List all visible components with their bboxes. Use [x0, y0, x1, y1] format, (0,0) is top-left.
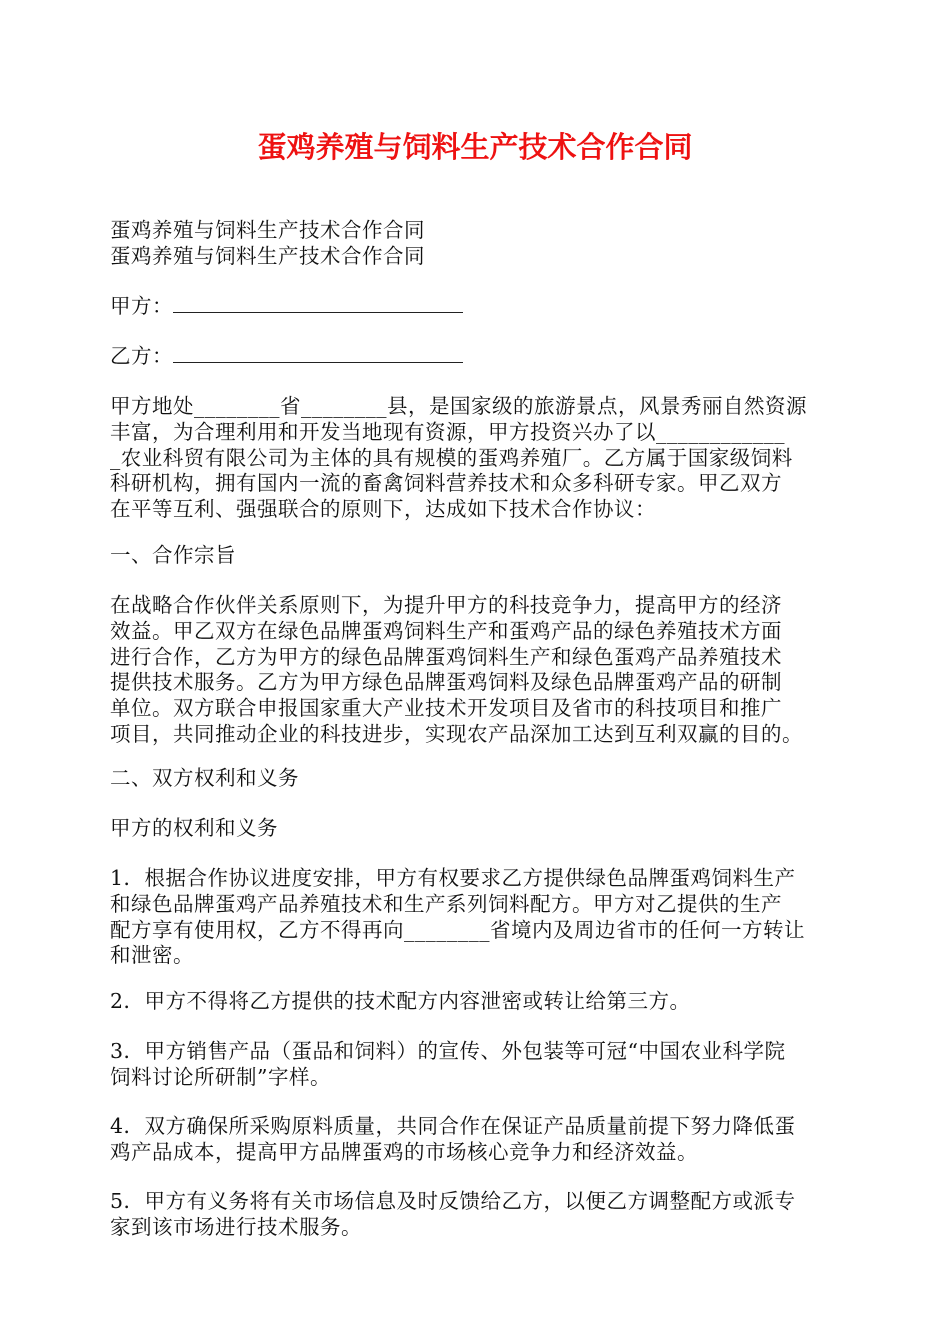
paragraph-line: 5．甲方有义务将有关市场信息及时反馈给乙方，以便乙方调整配方或派专 — [110, 1189, 796, 1213]
paragraph-line: _农业科贸有限公司为主体的具有规模的蛋鸡养殖厂。乙方属于国家级饲料 — [110, 445, 793, 470]
section-heading: 一、合作宗旨 — [110, 543, 236, 567]
intro-paragraph — [110, 394, 842, 523]
section-heading: 二、双方权利和义务 — [110, 766, 299, 790]
paragraph-line: 3．甲方销售产品（蛋品和饲料）的宣传、外包装等可冠“中国农业科学院 — [110, 1039, 786, 1063]
party-a-blank — [173, 294, 463, 313]
paragraph-line: 家到该市场进行技术服务。 — [110, 1214, 362, 1239]
paragraph-line: 和泄密。 — [110, 943, 194, 968]
paragraph-line: 项目，共同推动企业的科技进步，实现农产品深加工达到互利双赢的目的。 — [110, 721, 803, 746]
clause-item-4 — [110, 1114, 842, 1166]
party-a-label: 甲方： — [110, 294, 173, 318]
paragraph-line: 2．甲方不得将乙方提供的技术配方内容泄密或转让给第三方。 — [110, 989, 691, 1013]
party-b-line — [110, 344, 842, 370]
party-a-line — [110, 294, 842, 320]
party-b-blank — [173, 344, 463, 363]
party-b-label: 乙方： — [110, 344, 173, 368]
section1-paragraph — [110, 593, 842, 748]
paragraph-line: 1．根据合作协议进度安排，甲方有权要求乙方提供绿色品牌蛋鸡饲料生产 — [110, 866, 796, 890]
paragraph-line: 甲方地处________省________县，是国家级的旅游景点，风景秀丽自然资源 — [110, 394, 807, 418]
clause-item-1 — [110, 866, 842, 969]
document-title: 蛋鸡养殖与饲料生产技术合作合同 — [257, 130, 693, 164]
clause-item-5 — [110, 1189, 842, 1241]
paragraph-line: 配方享有使用权，乙方不得再向________省境内及周边省市的任何一方转让 — [110, 917, 805, 942]
paragraph-line: 4．双方确保所采购原料质量，共同合作在保证产品质量前提下努力降低蛋 — [110, 1114, 796, 1138]
subtitle-line: 蛋鸡养殖与饲料生产技术合作合同 — [110, 243, 425, 268]
subsection-heading: 甲方的权利和义务 — [110, 816, 278, 840]
paragraph-line: 鸡产品成本，提高甲方品牌蛋鸡的市场核心竞争力和经济效益。 — [110, 1139, 698, 1164]
paragraph-line: 饲料讨论所研制”字样。 — [110, 1064, 331, 1089]
subtitle-block — [110, 218, 842, 270]
clause-item-3 — [110, 1039, 842, 1091]
paragraph-line: 效益。甲乙双方在绿色品牌蛋鸡饲料生产和蛋鸡产品的绿色养殖技术方面 — [110, 618, 782, 643]
paragraph-line: 丰富，为合理利用和开发当地现有资源，甲方投资兴办了以____________ — [110, 419, 785, 444]
paragraph-line: 单位。双方联合申报国家重大产业技术开发项目及省市的科技项目和推广 — [110, 696, 782, 721]
paragraph-line: 科研机构，拥有国内一流的畜禽饲料营养技术和众多科研专家。甲乙双方 — [110, 471, 782, 496]
paragraph-line: 在战略合作伙伴关系原则下，为提升甲方的科技竞争力，提高甲方的经济 — [110, 593, 782, 617]
clause-item-2 — [110, 989, 842, 1015]
subtitle-line: 蛋鸡养殖与饲料生产技术合作合同 — [110, 218, 425, 242]
paragraph-line: 提供技术服务。乙方为甲方绿色品牌蛋鸡饲料及绿色品牌蛋鸡产品的研制 — [110, 670, 782, 695]
paragraph-line: 和绿色品牌蛋鸡产品养殖技术和生产系列饲料配方。甲方对乙提供的生产 — [110, 891, 782, 916]
paragraph-line: 进行合作，乙方为甲方的绿色品牌蛋鸡饲料生产和绿色蛋鸡产品养殖技术 — [110, 644, 782, 669]
paragraph-line: 在平等互利、强强联合的原则下，达成如下技术合作协议： — [110, 497, 656, 522]
